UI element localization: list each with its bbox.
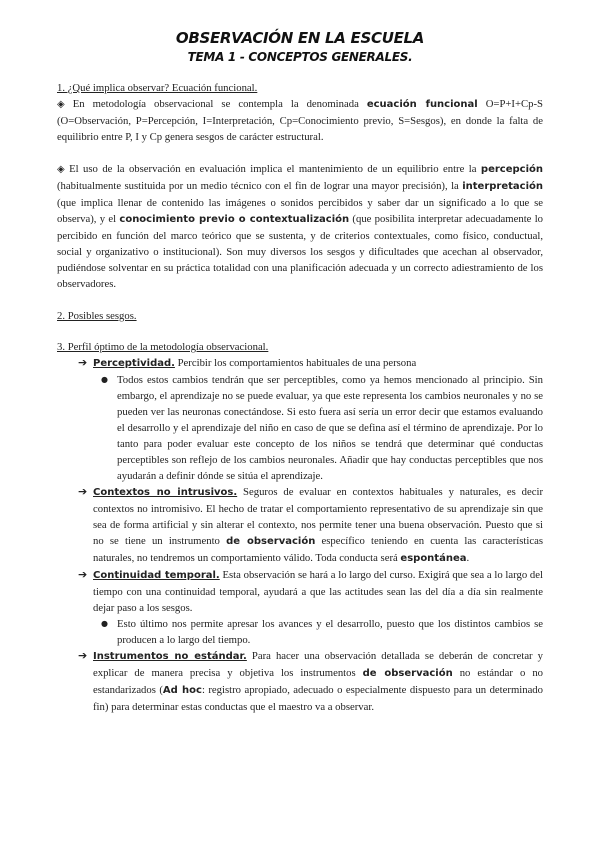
section-1-heading: 1. ¿Qué implica observar? Ecuación funcional.: [57, 82, 258, 94]
list-item-contextos: ➔ Contextos no intrusivos. Seguros de evaluar en contextos habituales y naturales, es decir contextos no intromisivo. El hecho de tratar el comportamiento representativo de su aprendizaje sin que sea de forma artificial y sin alterar el contexto, nos permite tener una buena observación. Puesto que si no se tiene un instrumento de observación específico teniendo en cuenta las características naturales, no tendremos un comportamiento válido. Toda conducta será espontánea.: [78, 485, 544, 564]
diamond-bullet-icon: ◈: [57, 164, 65, 175]
document-subtitle: TEMA 1 - CONCEPTOS GENERALES.: [187, 50, 413, 64]
section-1-paragraph-2: ◈ El uso de la observación en evaluación implica el mantenimiento de un equilibrio entre la percepción (habitualmente sustituida por un medio técnico con el fin de lograr una mayor precisión), la interpretación (que implica llenar de contenido las imágenes o sonidos percibidos y saber dar un significado a lo que se observa), y el conocimiento previo o contextualización (que posibilita interpretar adecuadamente lo percibido en función del marco teórico que se sustenta, y de criterios contextuales, como físico, conductual, social y organizativo o institucional). Son muy diversos los sesgos y dificultades que acechan al observador, pudiéndose solventar en su práctica totalidad con una planificación adecuada y un correcto adiestramiento de los observadores.: [57, 163, 544, 290]
document-title: OBSERVACIÓN EN LA ESCUELA: [175, 29, 425, 47]
section-3-heading: 3. Perfil óptimo de la metodología observacional.: [57, 341, 269, 353]
term-conocimiento-previo: conocimiento previo o contextualización: [119, 214, 350, 225]
list-item-continuidad: ➔ Continuidad temporal. Esta observación se hará a lo largo del curso. Exigirá que sea a lo largo del tiempo con una continuidad temporal, ayudará a que las actitudes sean las del día a día sin realmente dejar paso a los sesgos.: [78, 568, 543, 614]
list-item-perceptividad: ➔ Perceptividad. Percibir los comportamientos habituales de una persona: [78, 356, 417, 369]
term-interpretacion: interpretación: [462, 181, 543, 192]
term-ecuacion-funcional: ecuación funcional: [366, 99, 478, 110]
arrow-right-icon: ➔: [78, 485, 88, 498]
arrow-right-icon: ➔: [78, 649, 88, 662]
sub-item-perceptividad: ● Todos estos cambios tendrán que ser perceptibles, como ya hemos mencionado al principio. Sin embargo, el aprendizaje no se puede evaluar, ya que este representa los cambios neuronales y no se pueden ver las neuronas conectándose. Si esto fuera así sería un error decir que estamos evaluando el desarrollo y el aprendizaje del niño en caso de que se defina así el término de aprendizaje. Por lo tanto para poder evaluar este concepto de los niños se tendrá que determinar qué conductas perceptibles son reflejo de los cambios neuronales. Añadir que hay conductas perceptibles que nos ayudarán a definir dónde se sitúa el aprendizaje.: [101, 374, 543, 482]
section-2-heading: 2. Posibles sesgos.: [57, 310, 137, 322]
list-item-instrumentos: ➔ Instrumentos no estándar. Para hacer una observación detallada se deberán de concretar y explicar de manera precisa y objetiva los instrumentos de observación no estándar o no estandarizados (Ad hoc: registro apropiado, adecuado o especialmente dispuesto para un determinado fin) para determinar estas conductas que el maestro va a observar.: [78, 649, 544, 713]
sub-item-continuidad: ● Esto último nos permite apresar los avances y el desarrollo, puesto que los distintos cambios se producen a lo largo del tiempo.: [101, 618, 543, 646]
profile-list: [57, 355, 543, 715]
dot-bullet-icon: ●: [101, 375, 108, 384]
dot-bullet-icon: ●: [101, 619, 108, 628]
document-body: [57, 80, 543, 715]
section-1-paragraph-1: ◈ En metodología observacional se contempla la denominada ecuación funcional O=P+I+Cp-S (O=Observación, P=Percepción, I=Interpretación, Cp=Conocimiento previo, S=Sesgos), en donde la falta de equilibrio entre P, I y Cp genera sesgos de carácter estructural.: [57, 98, 543, 143]
term-percepcion: percepción: [480, 164, 543, 175]
arrow-right-icon: ➔: [78, 568, 88, 581]
diamond-bullet-icon: ◈: [57, 99, 65, 110]
arrow-right-icon: ➔: [78, 356, 88, 369]
